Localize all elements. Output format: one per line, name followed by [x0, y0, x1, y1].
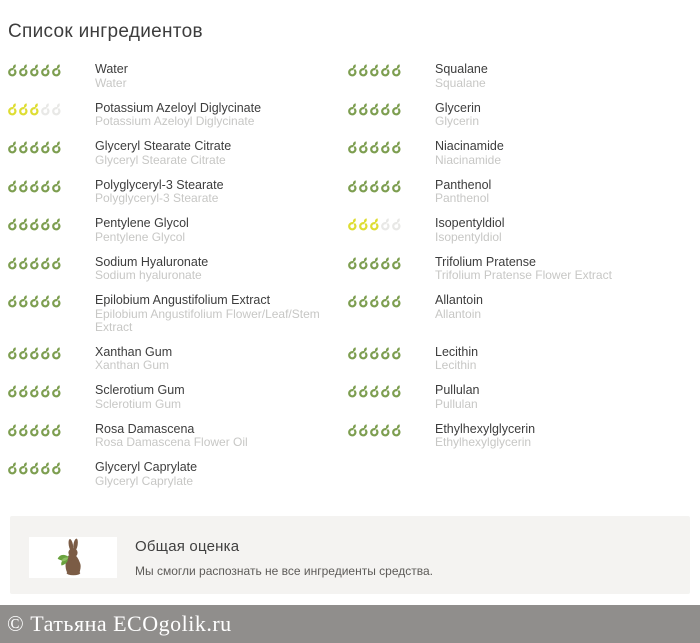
- rating-fruit-icon: [370, 347, 380, 360]
- rating-fruit-icon: [392, 103, 402, 116]
- mascot-image: [29, 537, 117, 578]
- ingredient-texts: [95, 460, 348, 488]
- rating-fruit-icon: [30, 103, 40, 116]
- ingredient-name: Niacinamide: [435, 139, 504, 153]
- rating-fruit-icon: [8, 141, 18, 154]
- rabbit-mascot-icon: [56, 538, 90, 576]
- rating-fruit-icon: [8, 385, 18, 398]
- rating-fruit-icon: [359, 295, 369, 308]
- rating-fruit-icon: [359, 64, 369, 77]
- ingredient-rating: [8, 139, 95, 159]
- rating-fruit-icon: [41, 180, 51, 193]
- rating-fruit-icon: [348, 347, 358, 360]
- ingredient-inci: Trifolium Pratense Flower Extract: [435, 268, 612, 282]
- ingredient-texts: [435, 101, 700, 129]
- rating-fruit-icon: [392, 141, 402, 154]
- ingredient-item: [348, 62, 700, 90]
- rating-fruit-icon: [392, 257, 402, 270]
- ingredient-inci: Sodium hyaluronate: [95, 268, 202, 282]
- rating-fruit-icon: [19, 295, 29, 308]
- watermark-bar: [0, 605, 700, 643]
- rating-fruit-icon: [8, 462, 18, 475]
- ingredient-name: Panthenol: [435, 177, 492, 192]
- rating-fruit-icon: [52, 103, 62, 116]
- ingredient-name: Squalane: [435, 62, 488, 76]
- rating-fruit-icon: [359, 257, 369, 270]
- ingredient-rating: [348, 383, 435, 403]
- rating-fruit-icon: [19, 64, 29, 77]
- rating-fruit-icon: [359, 385, 369, 398]
- ingredient-inci: Sclerotium Gum: [95, 396, 182, 411]
- rating-fruit-icon: [370, 385, 380, 398]
- rating-fruit-icon: [19, 141, 29, 154]
- rating-fruit-icon: [19, 385, 29, 398]
- rating-fruit-icon: [392, 180, 402, 193]
- rating-fruit-icon: [30, 64, 40, 77]
- ingredient-rating: [348, 139, 435, 159]
- ingredient-rating: [8, 345, 95, 365]
- overall-rating-texts: [135, 537, 433, 578]
- rating-fruit-icon: [8, 180, 18, 193]
- rating-fruit-icon: [392, 385, 402, 398]
- ingredient-rating: [348, 62, 435, 82]
- ingredient-item: [348, 178, 700, 206]
- ingredient-name: Allantoin: [435, 293, 483, 307]
- rating-fruit-icon: [392, 64, 402, 77]
- ingredient-item: [348, 101, 700, 129]
- rating-fruit-icon: [41, 424, 51, 437]
- rating-fruit-icon: [381, 103, 391, 116]
- rating-fruit-icon: [8, 218, 18, 231]
- rating-fruit-icon: [19, 462, 29, 475]
- ingredient-rating: [8, 422, 95, 442]
- ingredient-item: [8, 101, 348, 129]
- ingredient-item: [348, 422, 700, 450]
- rating-fruit-icon: [30, 347, 40, 360]
- ingredient-inci: Isopentyldiol: [435, 229, 502, 244]
- ingredient-texts: [95, 178, 348, 206]
- ingredient-name: Isopentyldiol: [435, 216, 505, 230]
- ingredient-item: [8, 383, 348, 411]
- rating-fruit-icon: [370, 103, 380, 116]
- ingredient-item: [348, 216, 700, 244]
- ingredient-item: [8, 139, 348, 167]
- ingredient-rating: [348, 345, 435, 365]
- rating-fruit-icon: [348, 64, 358, 77]
- ingredient-rating: [8, 178, 95, 198]
- ingredient-inci: Pentylene Glycol: [95, 229, 186, 244]
- ingredient-texts: [435, 422, 700, 450]
- ingredient-texts: [435, 178, 700, 206]
- rating-fruit-icon: [370, 424, 380, 437]
- rating-fruit-icon: [41, 64, 51, 77]
- ingredient-texts: [95, 255, 348, 283]
- rating-fruit-icon: [30, 257, 40, 270]
- ingredient-name: Rosa Damascena: [95, 421, 195, 436]
- rating-fruit-icon: [381, 347, 391, 360]
- ingredient-item: [8, 460, 348, 488]
- ingredient-item: [348, 255, 700, 283]
- ingredient-texts: [435, 216, 700, 244]
- ingredient-name: Water: [95, 62, 128, 76]
- ingredient-texts: [95, 62, 348, 90]
- rating-fruit-icon: [19, 103, 29, 116]
- ingredient-texts: [95, 383, 348, 411]
- rating-fruit-icon: [370, 141, 380, 154]
- rating-fruit-icon: [381, 424, 391, 437]
- ingredient-name: Polyglyceryl-3 Stearate: [95, 177, 224, 192]
- rating-fruit-icon: [52, 64, 62, 77]
- ingredient-rating: [348, 216, 435, 236]
- rating-fruit-icon: [30, 180, 40, 193]
- rating-fruit-icon: [19, 180, 29, 193]
- ingredient-name: Ethylhexylglycerin: [435, 421, 536, 436]
- rating-fruit-icon: [30, 218, 40, 231]
- rating-fruit-icon: [41, 295, 51, 308]
- ingredient-name: Glycerin: [435, 100, 481, 115]
- rating-fruit-icon: [392, 295, 402, 308]
- rating-fruit-icon: [381, 64, 391, 77]
- ingredient-rating: [8, 255, 95, 275]
- ingredient-rating: [8, 216, 95, 236]
- rating-fruit-icon: [381, 218, 391, 231]
- rating-fruit-icon: [370, 180, 380, 193]
- ingredient-rating: [348, 293, 435, 313]
- rating-fruit-icon: [359, 218, 369, 231]
- overall-rating-panel: [10, 516, 690, 594]
- page-title: Список ингредиентов: [8, 21, 203, 42]
- ingredient-name: Sclerotium Gum: [95, 383, 185, 397]
- rating-fruit-icon: [359, 347, 369, 360]
- rating-fruit-icon: [381, 257, 391, 270]
- watermark-text: © Татьяна ECOgolik.ru: [7, 611, 232, 636]
- ingredient-inci: Lecithin: [435, 358, 477, 372]
- ingredient-rating: [8, 293, 95, 313]
- overall-rating-title: Общая оценка: [135, 537, 240, 555]
- ingredient-name: Glyceryl Caprylate: [95, 460, 198, 474]
- rating-fruit-icon: [359, 103, 369, 116]
- rating-fruit-icon: [348, 218, 358, 231]
- rating-fruit-icon: [19, 424, 29, 437]
- ingredient-item: [348, 383, 700, 411]
- ingredient-inci: Niacinamide: [435, 152, 502, 167]
- rating-fruit-icon: [370, 64, 380, 77]
- ingredient-inci: Xanthan Gum: [95, 358, 170, 372]
- ingredient-inci: Epilobium Angustifolium Flower/Leaf/Stem Extract: [95, 306, 320, 334]
- ingredient-rating: [348, 255, 435, 275]
- rating-fruit-icon: [381, 385, 391, 398]
- rating-fruit-icon: [348, 141, 358, 154]
- ingredient-inci: Pullulan: [435, 396, 478, 411]
- ingredient-item: [8, 293, 348, 334]
- rating-fruit-icon: [348, 424, 358, 437]
- ingredient-inci: Potassium Azeloyl Diglycinate: [95, 114, 255, 128]
- rating-fruit-icon: [19, 218, 29, 231]
- ingredient-list: [8, 62, 700, 499]
- rating-fruit-icon: [41, 103, 51, 116]
- ingredient-rating: [8, 101, 95, 121]
- ingredient-name: Epilobium Angustifolium Extract: [95, 293, 271, 307]
- rating-fruit-icon: [370, 218, 380, 231]
- ingredient-texts: [95, 216, 348, 244]
- ingredient-rating: [348, 178, 435, 198]
- rating-fruit-icon: [392, 424, 402, 437]
- rating-fruit-icon: [370, 257, 380, 270]
- ingredient-texts: [435, 255, 700, 283]
- ingredient-item: [348, 345, 700, 373]
- ingredient-item: [8, 422, 348, 450]
- ingredient-item: [348, 460, 700, 487]
- ingredient-name: Xanthan Gum: [95, 344, 173, 359]
- rating-fruit-icon: [52, 180, 62, 193]
- rating-fruit-icon: [41, 462, 51, 475]
- rating-fruit-icon: [52, 462, 62, 475]
- ingredient-texts: [435, 139, 700, 167]
- ingredient-texts: [95, 422, 348, 450]
- rating-fruit-icon: [19, 347, 29, 360]
- rating-fruit-icon: [348, 103, 358, 116]
- rating-fruit-icon: [359, 141, 369, 154]
- rating-fruit-icon: [8, 64, 18, 77]
- ingredient-texts: [95, 139, 348, 167]
- ingredient-inci: Polyglyceryl-3 Stearate: [95, 191, 219, 205]
- ingredient-item: [8, 178, 348, 206]
- ingredient-item: [8, 62, 348, 90]
- ingredient-rating: [8, 62, 95, 82]
- rating-fruit-icon: [52, 141, 62, 154]
- ingredient-name: Potassium Azeloyl Diglycinate: [95, 100, 262, 115]
- ingredient-inci: Glycerin: [435, 114, 480, 128]
- ingredient-rating: [348, 422, 435, 442]
- ingredient-name: Glyceryl Stearate Citrate: [95, 139, 232, 153]
- rating-fruit-icon: [381, 141, 391, 154]
- ingredient-rating: [348, 101, 435, 121]
- rating-fruit-icon: [392, 347, 402, 360]
- ingredient-rating: [8, 383, 95, 403]
- ingredient-inci: Glyceryl Caprylate: [95, 473, 194, 488]
- ingredient-inci: Ethylhexylglycerin: [435, 435, 532, 449]
- ingredient-item: [348, 293, 700, 321]
- ingredient-inci: Squalane: [435, 75, 486, 90]
- rating-fruit-icon: [370, 295, 380, 308]
- ingredient-texts: [95, 345, 348, 373]
- ingredient-inci: Rosa Damascena Flower Oil: [95, 435, 248, 449]
- rating-fruit-icon: [8, 424, 18, 437]
- ingredient-name: Trifolium Pratense: [435, 254, 536, 269]
- rating-fruit-icon: [41, 257, 51, 270]
- ingredient-name: Pentylene Glycol: [95, 216, 189, 230]
- rating-fruit-icon: [381, 295, 391, 308]
- ingredient-item: [8, 345, 348, 373]
- rating-fruit-icon: [52, 424, 62, 437]
- ingredient-texts: [435, 383, 700, 411]
- ingredient-inci: Water: [95, 75, 127, 90]
- ingredient-rating: [8, 460, 95, 480]
- rating-fruit-icon: [52, 295, 62, 308]
- rating-fruit-icon: [41, 141, 51, 154]
- rating-fruit-icon: [348, 295, 358, 308]
- ingredient-texts: [95, 101, 348, 129]
- rating-fruit-icon: [30, 141, 40, 154]
- rating-fruit-icon: [8, 103, 18, 116]
- rating-fruit-icon: [52, 257, 62, 270]
- ingredient-name: Sodium Hyaluronate: [95, 254, 209, 269]
- rating-fruit-icon: [8, 347, 18, 360]
- ingredient-inci: Allantoin: [435, 306, 482, 321]
- rating-fruit-icon: [348, 257, 358, 270]
- rating-fruit-icon: [348, 385, 358, 398]
- rating-fruit-icon: [30, 295, 40, 308]
- ingredient-name: Lecithin: [435, 344, 479, 359]
- rating-fruit-icon: [41, 385, 51, 398]
- rating-fruit-icon: [30, 385, 40, 398]
- ingredient-item: [8, 255, 348, 283]
- ingredient-inci: Glyceryl Stearate Citrate: [95, 152, 226, 167]
- rating-fruit-icon: [41, 218, 51, 231]
- ingredient-texts: [435, 62, 700, 90]
- rating-fruit-icon: [19, 257, 29, 270]
- rating-fruit-icon: [348, 180, 358, 193]
- rating-fruit-icon: [8, 257, 18, 270]
- rating-fruit-icon: [392, 218, 402, 231]
- rating-fruit-icon: [381, 180, 391, 193]
- rating-fruit-icon: [8, 295, 18, 308]
- ingredient-texts: [435, 345, 700, 373]
- rating-fruit-icon: [30, 462, 40, 475]
- rating-fruit-icon: [359, 424, 369, 437]
- overall-rating-text: Мы смогли распознать не все ингредиенты средства.: [135, 563, 434, 578]
- ingredient-texts: [435, 293, 700, 321]
- rating-fruit-icon: [30, 424, 40, 437]
- rating-fruit-icon: [41, 347, 51, 360]
- ingredient-inci: Panthenol: [435, 191, 490, 205]
- rating-fruit-icon: [52, 218, 62, 231]
- rating-fruit-icon: [52, 385, 62, 398]
- rating-fruit-icon: [359, 180, 369, 193]
- ingredient-item: [8, 216, 348, 244]
- ingredient-item: [348, 139, 700, 167]
- ingredient-review-page: [0, 20, 700, 643]
- ingredient-texts: [95, 293, 348, 334]
- rating-fruit-icon: [52, 347, 62, 360]
- ingredient-name: Pullulan: [435, 383, 480, 397]
